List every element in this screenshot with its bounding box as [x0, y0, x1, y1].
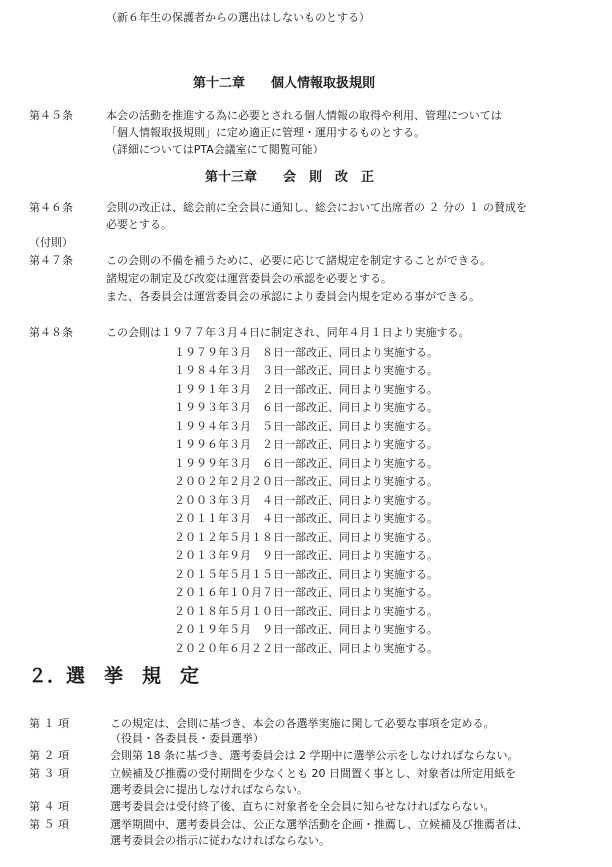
article-45-line-2: 「個人情報取扱規則」に定め適正に管理・運用するものとする。 — [106, 126, 425, 139]
fusoku-label: （付則） — [29, 236, 73, 249]
election-clause-2-number: 第 ２ 項 — [29, 749, 69, 762]
amendment-line: ２０１９年５月 ９日一部改正、同日より実施する。 — [174, 623, 438, 636]
election-clause-3-number: 第 ３ 項 — [29, 767, 69, 780]
amendment-line: ２０１８年５月１０日一部改正、同日より実施する。 — [174, 605, 438, 618]
amendment-line: ２００２年２月２０日一部改正、同日より実施する。 — [174, 475, 438, 488]
election-clause-1-line-1: この規定は、会則に基づき、本会の各選挙実施に関して必要な事項を定める。 — [110, 717, 495, 730]
article-45-number: 第４５条 — [29, 109, 73, 122]
election-clause-2-line-1: 会則第 18 条に基づき、選考委員会は 2 学期中に選挙公示をしなければならない。 — [110, 749, 519, 762]
election-clause-5-number: 第 ５ 項 — [29, 818, 69, 831]
amendment-line: １９７９年３月 ８日一部改正、同日より実施する。 — [174, 346, 438, 359]
amendment-line: ２０１５年５月１５日一部改正、同日より実施する。 — [174, 568, 438, 581]
article-46-line-2: 必要とする。 — [106, 218, 172, 231]
amendment-line: ２０１１年３月 ４日一部改正、同日より実施する。 — [174, 512, 438, 525]
amendment-line: ２０１６年１０月７日一部改正、同日より実施する。 — [174, 586, 438, 599]
election-clause-4-number: 第 ４ 項 — [29, 800, 69, 813]
amendment-line: １９９６年３月 ２日一部改正、同日より実施する。 — [174, 438, 438, 451]
election-clause-1-number: 第 １ 項 — [29, 717, 69, 730]
article-47-line-2: 諸規定の制定及び改変は運営委員会の承認を必要とする。 — [106, 272, 392, 285]
amendment-line: １９９１年３月 ２日一部改正、同日より実施する。 — [174, 383, 438, 396]
amendment-line: １９９９年３月 ６日一部改正、同日より実施する。 — [174, 457, 438, 470]
article-45-line-1: 本会の活動を推進する為に必要とされる個人情報の取得や利用、管理については — [106, 109, 502, 122]
article-47-line-1: この会則の不備を補うために、必要に応じて諸規定を制定することができる。 — [106, 254, 491, 267]
article-48-number: 第４８条 — [29, 326, 73, 339]
article-47-number: 第４７条 — [29, 254, 73, 267]
chapter-13-title: 第十三章 会 則 改 正 — [205, 170, 375, 185]
article-45-line-3: （詳細についてはPTA会議室にて閲覧可能） — [106, 143, 324, 156]
section-2-title: ２．選 挙 規 定 — [28, 665, 200, 687]
election-clause-5-line-1: 選挙期間中、選考委員会は、公正な選挙活動を企画・推薦し、立候補及び推薦者は、 — [110, 818, 528, 831]
top-note: （新６年生の保護者からの選出はしないものとする） — [106, 11, 370, 24]
election-clause-4-line-1: 選考委員会は受付終了後、直ちに対象者を全会員に知らせなければならない。 — [110, 800, 495, 813]
amendment-line: １９９３年３月 ６日一部改正、同日より実施する。 — [174, 401, 438, 414]
election-clause-3-line-1: 立候補及び推薦の受付期間を少なくとも 20 日間置く事とし、対象者は所定用紙を — [110, 767, 516, 780]
amendment-line: ２０１３年９月 ９日一部改正、同日より実施する。 — [174, 549, 438, 562]
article-46-number: 第４６条 — [29, 201, 73, 214]
amendment-line: ２０２０年６月２２日一部改正、同日より実施する。 — [174, 642, 438, 655]
article-48-first-line: この会則は１９７７年３月４日に制定され、同年４月１日より実施する。 — [106, 326, 470, 339]
amendment-line: １９８４年３月 ３日一部改正、同日より実施する。 — [174, 364, 438, 377]
chapter-12-title: 第十二章 個人情報取扱規則 — [193, 76, 376, 91]
amendment-line: ２００３年３月 ４日一部改正、同日より実施する。 — [174, 494, 438, 507]
election-clause-3-line-2: 選考委員会に提出しなければならない。 — [110, 783, 308, 796]
amendment-line: ２０１２年５月１８日一部改正、同日より実施する。 — [174, 531, 438, 544]
election-clause-5-line-2: 選考委員会の指示に従わなければならない。 — [110, 834, 330, 847]
article-47-line-3: また、各委員会は運営委員会の承認により委員会内規を定める事ができる。 — [106, 290, 480, 303]
election-subnote: （役員・各委員長・委員選挙） — [110, 732, 264, 745]
amendment-line: １９９４年３月 ５日一部改正、同日より実施する。 — [174, 420, 438, 433]
article-46-line-1: 会則の改正は、総会前に全会員に通知し、総会において出席者の ２ 分の １ の賛成を — [106, 201, 527, 214]
